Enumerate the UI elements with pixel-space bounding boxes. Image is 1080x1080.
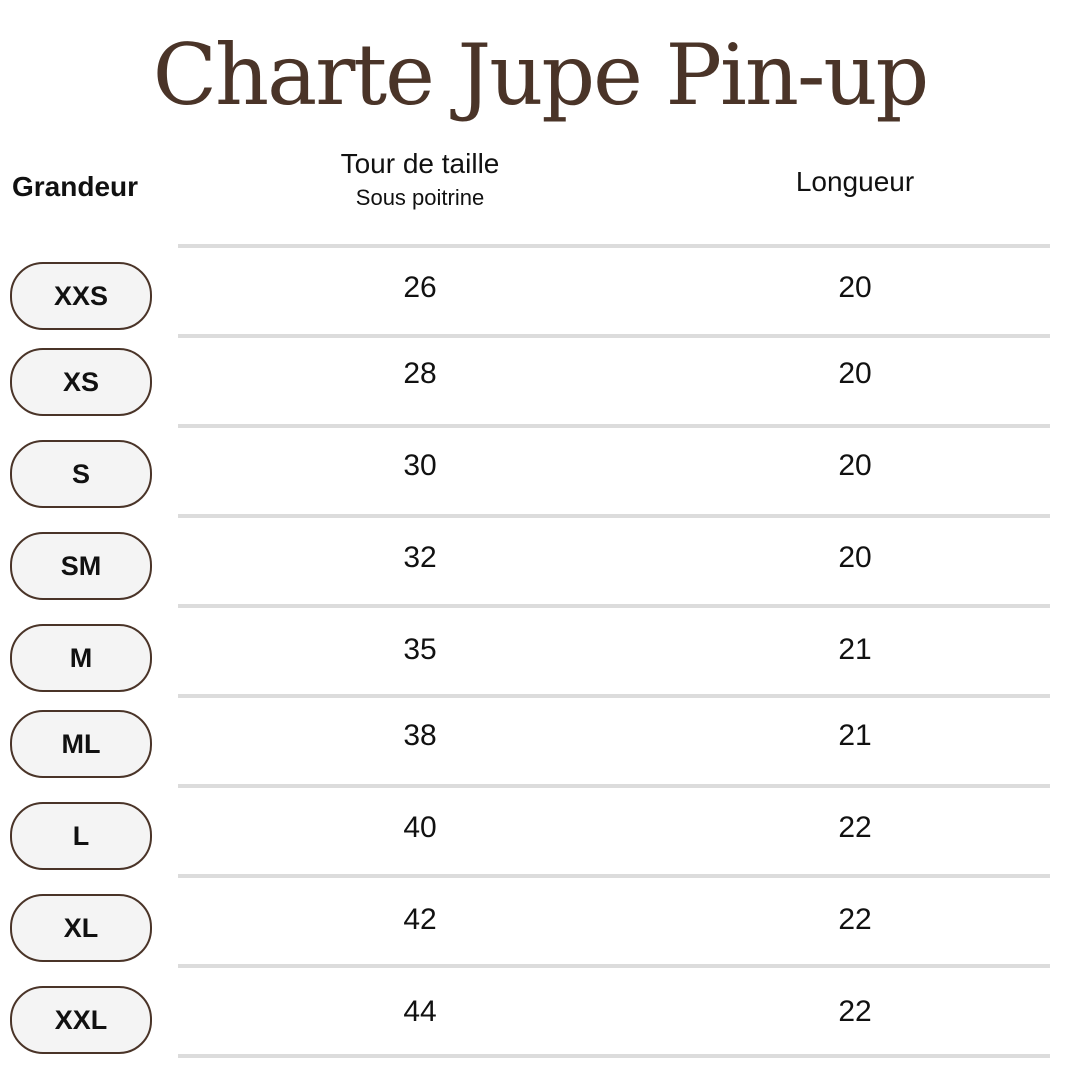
length-value: 21: [838, 719, 872, 752]
length-value: 21: [838, 633, 872, 666]
size-badge: L: [10, 802, 152, 870]
table-row: [0, 880, 1080, 970]
waist-value: 28: [403, 357, 437, 390]
length-value: 20: [838, 541, 872, 574]
column-header-waist: [220, 146, 620, 214]
waist-value: 30: [403, 449, 437, 482]
column-header-size: Grandeur: [12, 171, 139, 202]
size-badge: SM: [10, 532, 152, 600]
column-header-length: Longueur: [795, 166, 915, 197]
table-row: [0, 696, 1080, 786]
length-value: 20: [838, 271, 872, 304]
size-badge: XS: [10, 348, 152, 416]
length-value: 22: [838, 903, 872, 936]
table-row: [0, 518, 1080, 608]
length-value: 20: [838, 449, 872, 482]
column-header-waist-label: Tour de taille: [340, 148, 500, 179]
waist-value: 26: [403, 271, 437, 304]
column-header-waist-sublabel: Sous poitrine: [355, 185, 485, 210]
waist-value: 42: [403, 903, 437, 936]
waist-value: 44: [403, 995, 437, 1028]
table-row: [0, 972, 1080, 1062]
waist-value: 40: [403, 811, 437, 844]
size-badge: ML: [10, 710, 152, 778]
waist-value: 38: [403, 719, 437, 752]
page-title: Charte Jupe Pin-up: [152, 26, 928, 124]
size-badge: XXL: [10, 986, 152, 1054]
table-row: [0, 788, 1080, 878]
size-badge: S: [10, 440, 152, 508]
length-value: 20: [838, 357, 872, 390]
table-row: [0, 334, 1080, 424]
size-badge: XL: [10, 894, 152, 962]
size-badge: XXS: [10, 262, 152, 330]
waist-value: 32: [403, 541, 437, 574]
length-value: 22: [838, 811, 872, 844]
table-row: [0, 248, 1080, 338]
length-value: 22: [838, 995, 872, 1028]
table-row: [0, 610, 1080, 700]
table-row: [0, 426, 1080, 516]
waist-value: 35: [403, 633, 437, 666]
size-badge: M: [10, 624, 152, 692]
